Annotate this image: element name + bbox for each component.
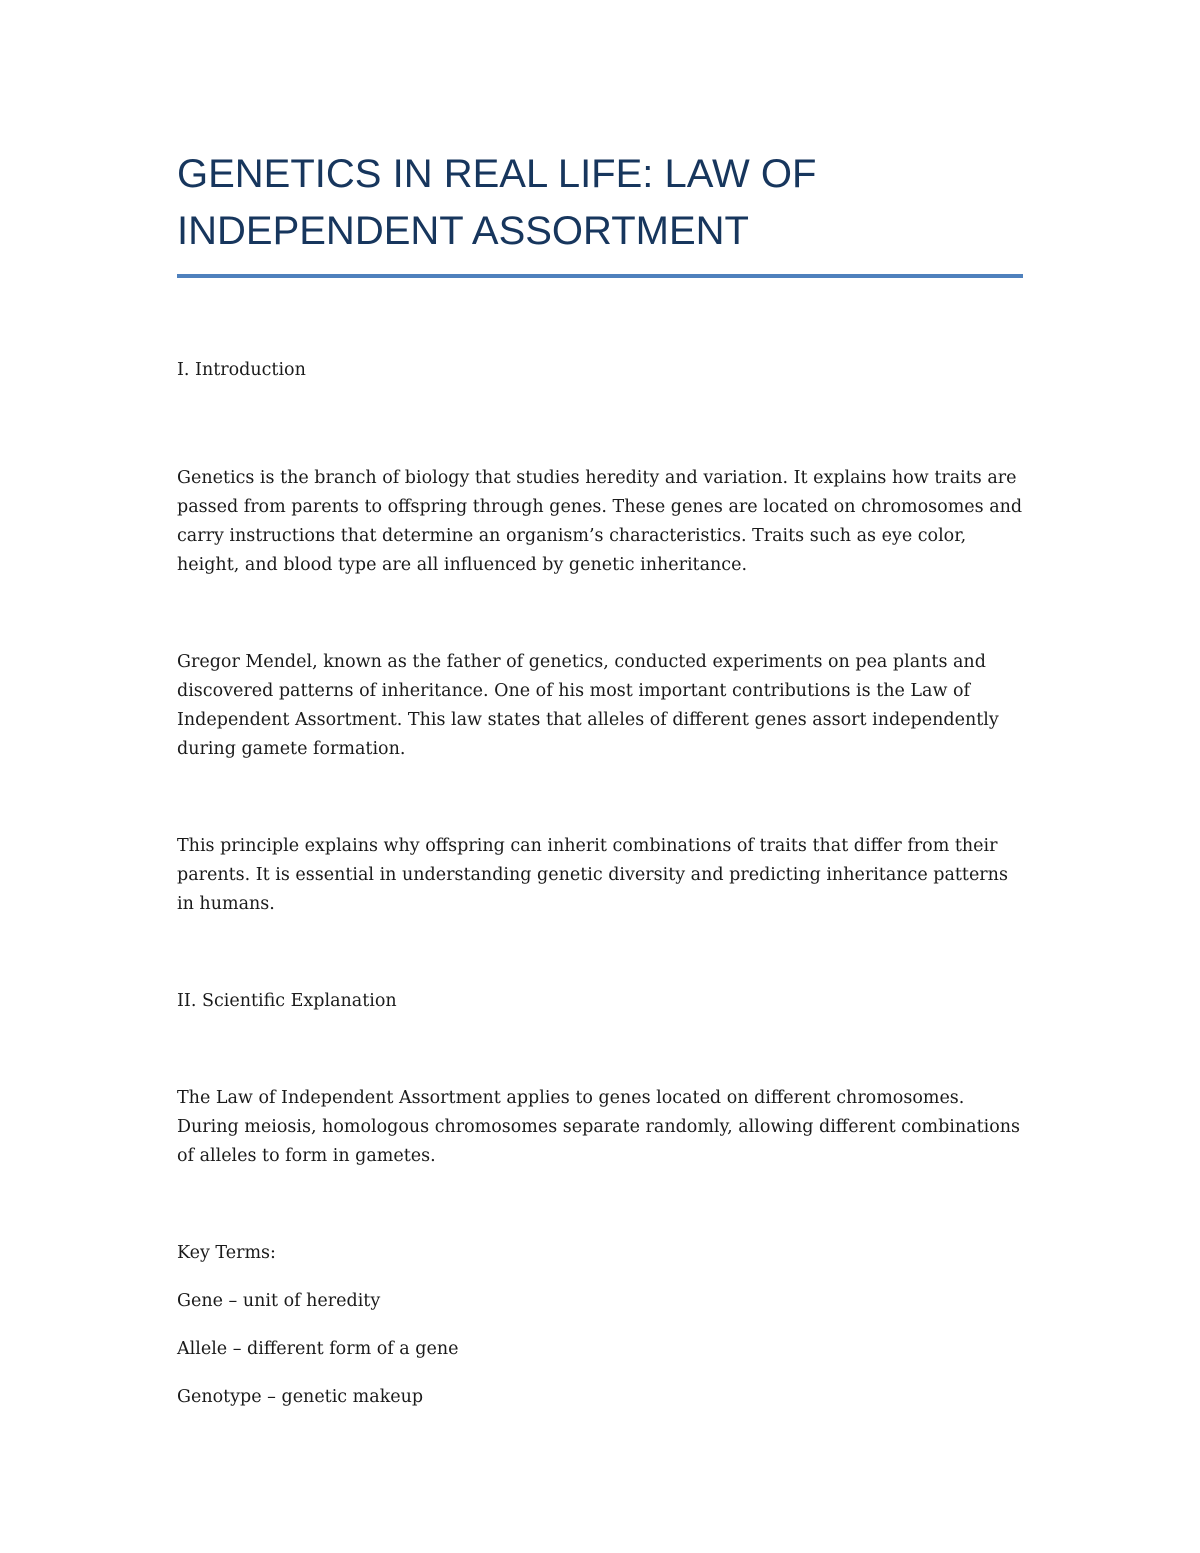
intro-paragraph-2: Gregor Mendel, known as the father of genetics, conducted experiments on pea plants and discovered patterns of inheritance. One of his most important contributions is the Law of Independent Assortment. This law states that alleles of different genes assort independently during gamete formation. <box>177 652 999 759</box>
key-terms-label: Key Terms: <box>177 1243 276 1263</box>
document-title <box>177 146 1023 260</box>
section-heading-scientific-explanation: II. Scientific Explanation <box>177 991 397 1011</box>
intro-paragraph-1: Genetics is the branch of biology that studies heredity and variation. It explains how traits are passed from parents to offspring through genes. These genes are located on chromosomes and carry instructions that determine an organism’s characteristics. Traits such as eye color, height, and blood type are all influenced by genetic inheritance. <box>177 468 1023 575</box>
title-underline-rule <box>177 274 1023 278</box>
scientific-explanation-paragraph: The Law of Independent Assortment applies to genes located on different chromosomes. During meiosis, homologous chromosomes separate randomly, allowing different combinations of alleles to form in gametes. <box>177 1088 1021 1166</box>
intro-paragraph-3: This principle explains why offspring can inherit combinations of traits that differ from their parents. It is essential in understanding genetic diversity and predicting inheritance patterns in humans. <box>177 836 1008 914</box>
document-title-line-2: INDEPENDENT ASSORTMENT <box>177 209 749 253</box>
key-term-allele: Allele – different form of a gene <box>177 1339 459 1359</box>
key-term-gene: Gene – unit of heredity <box>177 1291 381 1311</box>
key-term-genotype: Genotype – genetic makeup <box>177 1387 424 1407</box>
document-content <box>177 146 1023 1412</box>
document-title-line-1: GENETICS IN REAL LIFE: LAW OF <box>177 152 817 196</box>
section-heading-introduction: I. Introduction <box>177 360 306 380</box>
